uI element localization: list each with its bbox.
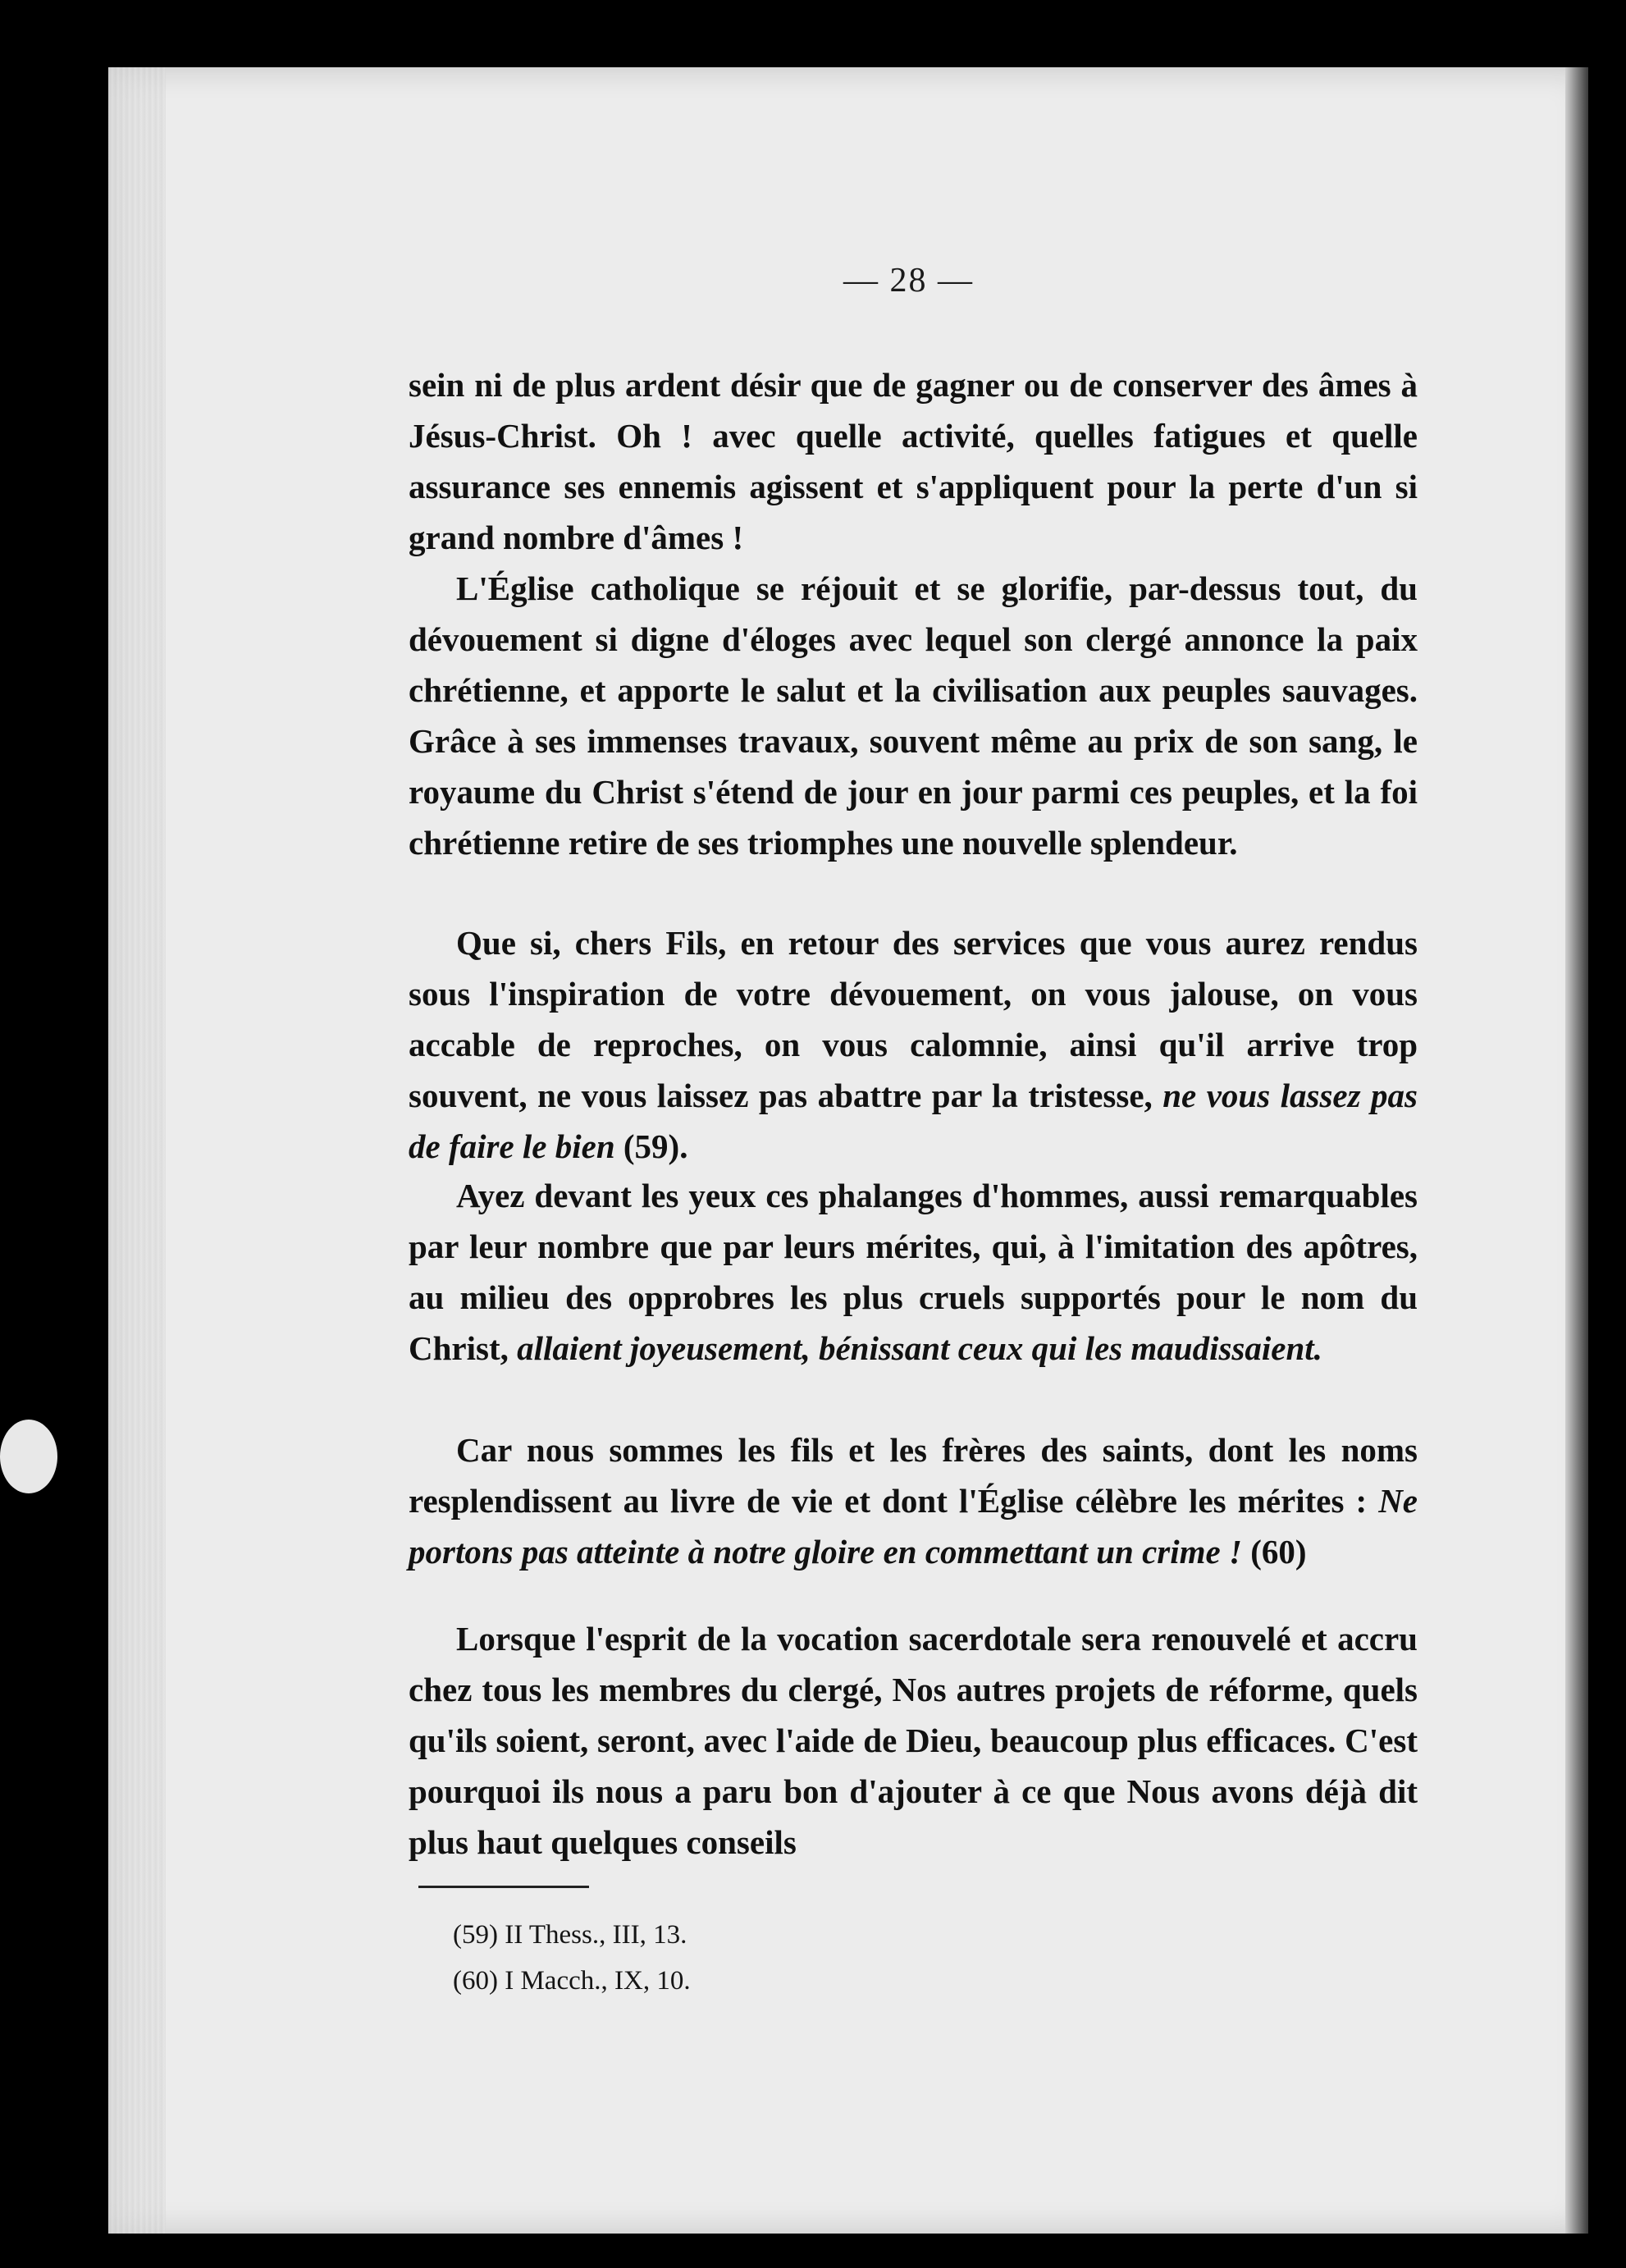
footnote-59: (59) II Thess., III, 13. [453, 1920, 687, 1950]
paragraph-2-text: L'Église catholique se réjouit et se glorifie, par-dessus tout, du dévouement si digne d'éloges avec lequel son clergé annonce la paix chrétienne, et apporte le salut et la civilisation aux peuples sauvages. Grâce à ses immenses travaux, souvent même au prix de son sang, le royaume du Christ s'étend de jour en jour parmi ces peuples, et la foi chrétienne retire de ses triomphes une nouvelle splendeur. [409, 569, 1418, 862]
paragraph-3-quote: ne vous lassez pas de faire le bien [409, 1077, 1418, 1165]
paragraph-6 [409, 1613, 1418, 1868]
paragraph-3 [409, 917, 1418, 1172]
page-edge-shadow [1565, 67, 1588, 2234]
footnote-60: (60) I Macch., IX, 10. [453, 1966, 691, 1996]
footnote-divider [418, 1886, 589, 1888]
paragraph-6-text: Lorsque l'esprit de la vocation sacerdotale sera renouvelé et accru chez tous les membres du clergé, Nos autres projets de réforme, quels qu'ils soient, seront, avec l'aide de Dieu, beaucoup plus efficaces. C'est pourquoi ils nous a paru bon d'ajouter à ce que Nous avons déjà dit plus haut quelques conseils [409, 1620, 1418, 1861]
paragraph-4 [409, 1170, 1418, 1374]
paragraph-3-text: Que si, chers Fils, en retour des services que vous aurez rendus sous l'inspiration de votre dévouement, on vous jalouse, on vous accable de reproches, on vous calomnie, ainsi qu'il arrive trop souvent, ne vous laissez pas abattre par la tristesse, [409, 924, 1418, 1114]
paragraph-5-quote: Ne portons pas atteinte à notre gloire en commettant un crime ! [409, 1482, 1418, 1571]
paragraph-2 [409, 563, 1418, 868]
scan-smudge [0, 1420, 57, 1493]
paragraph-1 [409, 359, 1418, 563]
paragraph-5-text: Car nous sommes les fils et les frères des saints, dont les noms resplendissent au livre de vie et dont l'Église célèbre les mérites : [409, 1431, 1418, 1520]
paragraph-3-ref: (59). [623, 1127, 688, 1165]
paragraph-5 [409, 1424, 1418, 1577]
paragraph-4-quote: allaient joyeusement, bénissant ceux qui les maudissaient. [517, 1329, 1322, 1367]
paragraph-1-text: sein ni de plus ardent désir que de gagner ou de conserver des âmes à Jésus-Christ. Oh ! avec quelle activité, quelles fatigues et quelle assurance ses ennemis agissent et s'appliquent pour la perte d'un si grand nombre d'âmes ! [409, 366, 1418, 556]
paragraph-5-ref: (60) [1250, 1533, 1307, 1571]
page-gutter [108, 67, 166, 2234]
paragraph-4-text: Ayez devant les yeux ces phalanges d'hommes, aussi remarquables par leur nombre que par leurs mérites, qui, à l'imitation des apôtres, au milieu des opprobres les plus cruels supportés pour le nom du Christ, [409, 1177, 1418, 1367]
page-number: — 28 — [843, 262, 974, 300]
